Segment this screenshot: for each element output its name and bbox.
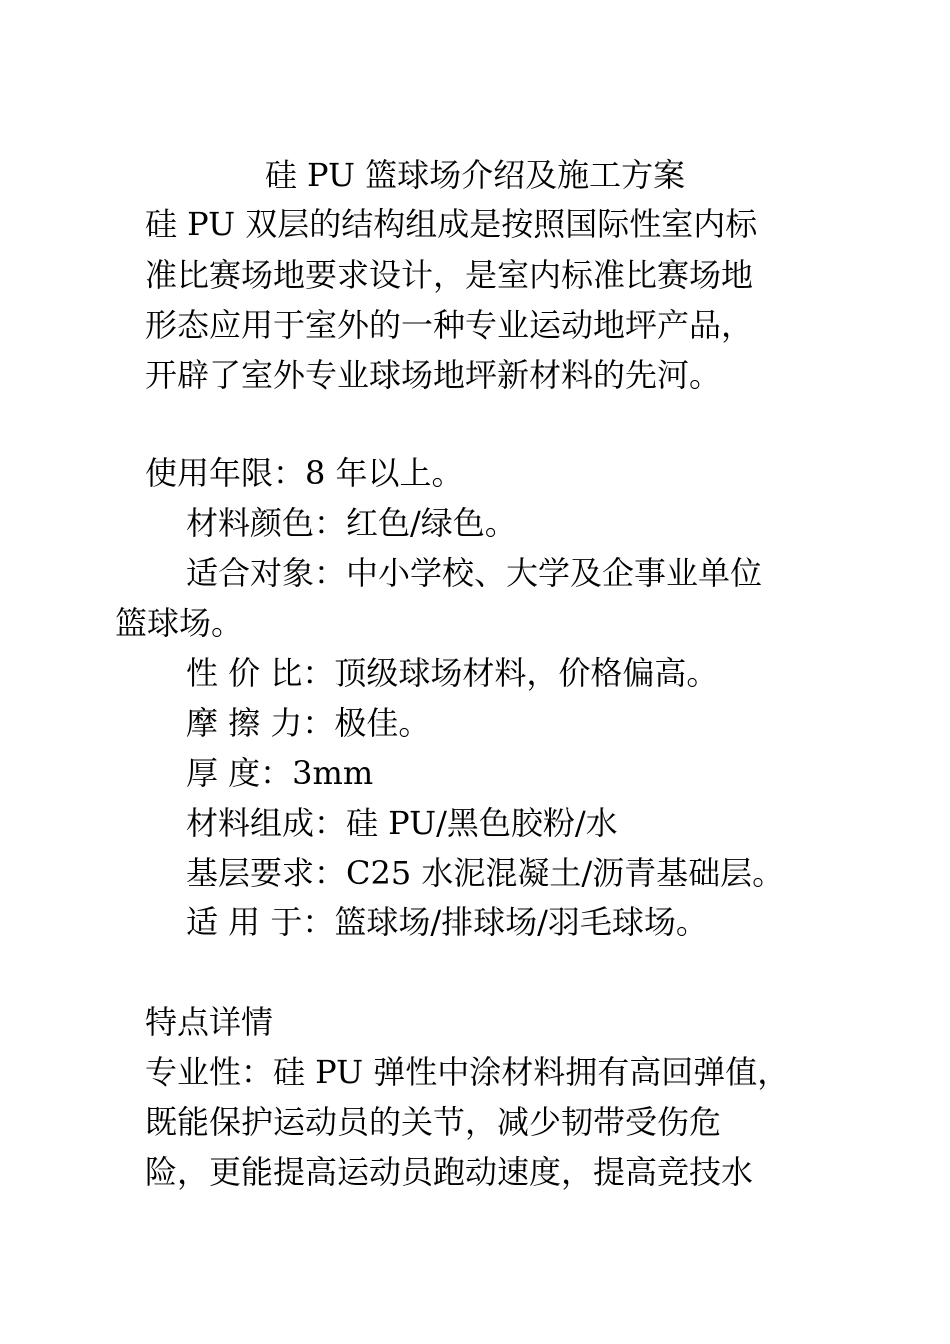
features-heading: 特点详情 <box>145 1003 274 1041</box>
features-line-2: 既能保护运动员的关节，减少韧带受伤危 <box>145 1103 722 1141</box>
spec-thickness: 厚 度：3mm <box>186 754 374 792</box>
intro-line-1: 硅 PU 双层的结构组成是按照国际性室内标 <box>145 205 758 243</box>
spec-composition: 材料组成：硅 PU/黑色胶粉/水 <box>186 804 618 842</box>
spec-usage: 适 用 于：篮球场/排球场/羽毛球场。 <box>186 903 708 941</box>
document-title: 硅 PU 篮球场介绍及施工方案 <box>264 156 686 194</box>
features-line-1: 专业性：硅 PU 弹性中涂材料拥有高回弹值， <box>145 1053 790 1091</box>
features-line-3: 险，更能提高运动员跑动速度，提高竞技水 <box>145 1153 754 1191</box>
intro-line-2: 准比赛场地要求设计，是室内标准比赛场地 <box>145 256 754 294</box>
spec-color: 材料颜色：红色/绿色。 <box>186 504 517 542</box>
spec-base: 基层要求：C25 水泥混凝土/沥青基础层。 <box>186 854 785 892</box>
spec-target-continued: 篮球场。 <box>115 604 244 642</box>
spec-cost: 性 价 比：顶级球场材料，价格偏高。 <box>186 654 719 692</box>
spec-lifespan: 使用年限：8 年以上。 <box>145 454 464 492</box>
intro-line-4: 开辟了室外专业球场地坪新材料的先河。 <box>145 356 722 394</box>
spec-target: 适合对象：中小学校、大学及企事业单位 <box>186 554 763 592</box>
intro-line-3: 形态应用于室外的一种专业运动地坪产品， <box>145 306 754 344</box>
spec-friction: 摩 擦 力：极佳。 <box>186 704 431 742</box>
